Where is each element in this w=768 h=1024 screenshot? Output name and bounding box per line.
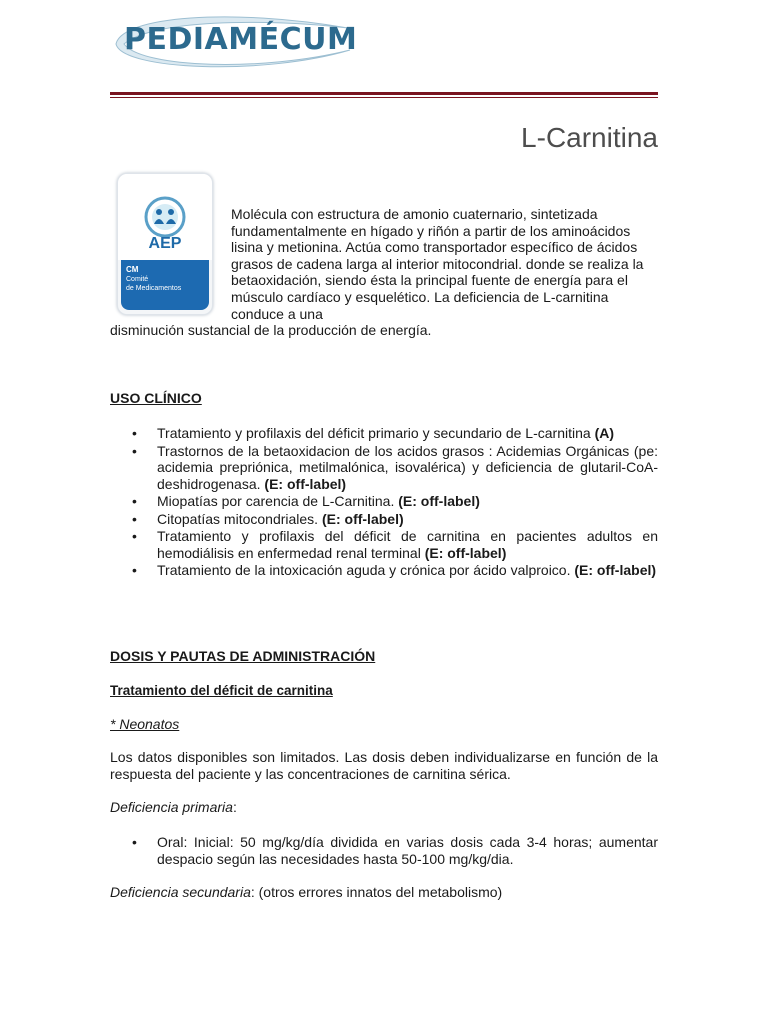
list-item xyxy=(110,511,658,528)
list-item xyxy=(110,562,658,579)
deficiencia-primaria-label xyxy=(110,799,658,816)
neonatos-paragraph: Los datos disponibles son limitados. Las dosis deben individualizarse en función de la respuesta del paciente y las concentraciones de carnitina sérica. xyxy=(110,749,658,782)
primaria-list xyxy=(110,834,658,868)
badge-cm: CM xyxy=(126,265,139,274)
section-heading-uso-clinico: USO CLÍNICO xyxy=(110,390,202,406)
evidence-tag: (E: off-label) xyxy=(321,510,404,527)
subheading-neonatos: * Neonatos xyxy=(110,716,180,732)
list-item-text: Trastornos de la betaoxidacion de los acidos grasos : Acidemias Orgánicas (pe: acidemia preprióniса, metilmalónica, isovalérica) y deficiencia de glutaril-CoA-deshidrogenasa. xyxy=(157,442,658,492)
list-item-text: Tratamiento y profilaxis del déficit primario y secundario de L-carnitina xyxy=(157,425,595,441)
secundaria-label: Deficiencia secundaria xyxy=(110,884,251,900)
primaria-colon: : xyxy=(232,799,237,815)
list-item-text: Miopatías por carencia de L-Carnitina. xyxy=(157,493,399,509)
evidence-tag: (E: off-label) xyxy=(398,493,480,509)
badge-sub-line2: de Medicamentos xyxy=(126,285,182,292)
intro-paragraph: Molécula con estructura de amonio cuaternario, sintetizada fundamentalmente en hígado y riñón a partir de los aminoácidos lisina y metionina. Actúa como transportador específico de ácidos grasos de cadena larga al interior mitocondrial. donde se realiza la betaoxidación, siendo ésta la principal fuente de energía para el músculo cardíaco y esquelético. La deficiencia de L-carnitina conduce a una xyxy=(231,206,644,322)
header-rule-thin xyxy=(110,97,658,98)
badge-sub-line1: Comité xyxy=(126,276,149,283)
deficiencia-secundaria-line xyxy=(110,884,658,901)
header-rule xyxy=(110,92,658,95)
pediamecum-logo xyxy=(112,10,362,72)
evidence-tag: (A) xyxy=(594,425,614,441)
aep-emblem-icon xyxy=(141,196,189,238)
primaria-label: Deficiencia primaria xyxy=(110,799,233,815)
list-item-text: Tratamiento y profilaxis del déficit de carnitina en pacientes adultos en hemodiálisis en enfermedad renal terminal xyxy=(157,528,658,561)
list-item-text: Tratamiento de la intoxicación aguda y crónica por ácido valproico. xyxy=(157,562,575,578)
badge-subtitle xyxy=(126,275,181,293)
uso-clinico-list xyxy=(110,425,658,580)
evidence-tag: (E: off-label) xyxy=(424,544,507,561)
subheading-tratamiento: Tratamiento del déficit de carnitina xyxy=(110,683,333,698)
badge-acronym: AEP xyxy=(148,235,182,252)
evidence-tag: (E: off-label) xyxy=(574,562,657,578)
page-title: L-Carnitina xyxy=(521,122,658,153)
list-item xyxy=(110,443,658,493)
evidence-tag: (E: off-label) xyxy=(264,475,347,492)
secundaria-rest: : (otros errores innatos del metabolismo) xyxy=(250,884,503,900)
list-item xyxy=(110,425,658,442)
intro-paragraph-cont: disminución sustancial de la producción de energía. xyxy=(110,322,432,338)
list-item: • Oral: Inicial: 50 mg/kg/día dividida en varias dosis cada 3-4 horas; aumentar despacio según las necesidades hasta 50-100 mg/kg/dia. xyxy=(110,834,658,867)
list-item xyxy=(110,528,658,561)
aep-badge xyxy=(117,173,213,315)
list-item-text: Citopatías mitocondriales. xyxy=(157,510,322,527)
section-heading-dosis: DOSIS Y PAUTAS DE ADMINISTRACIÓN xyxy=(110,648,376,664)
list-item xyxy=(110,493,658,510)
logo-text: PEDIAMÉCUM xyxy=(124,22,358,57)
